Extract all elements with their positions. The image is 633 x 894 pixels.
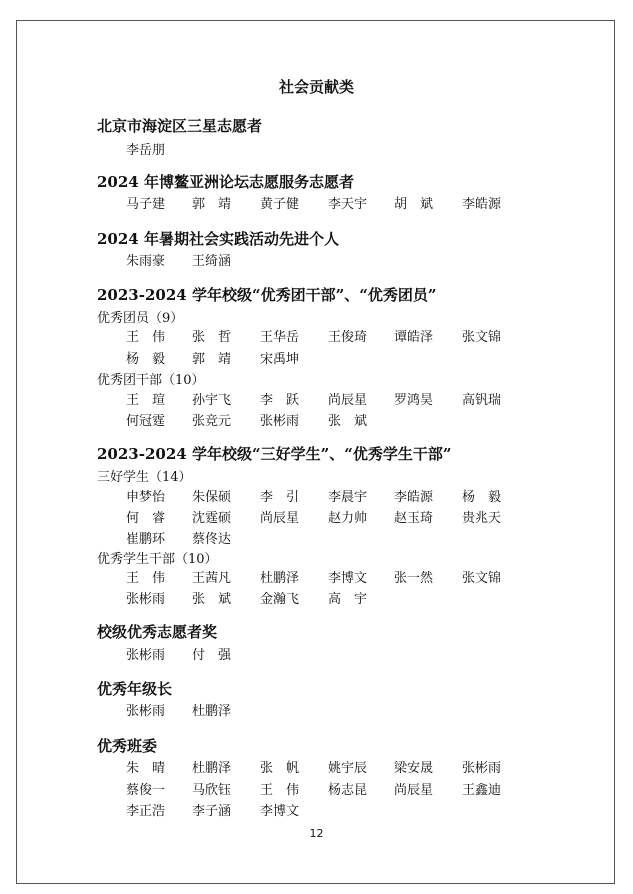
- person-name: 张 斌: [192, 592, 232, 607]
- person-name: 李正浩: [126, 804, 166, 819]
- person-name: 罗鸿昊: [394, 393, 434, 408]
- section-title: 2024 年博鳌亚洲论坛志愿服务志愿者: [97, 173, 354, 191]
- person-name: 梁安晟: [394, 761, 434, 776]
- section-title: 校级优秀志愿者奖: [97, 623, 218, 641]
- person-name: 王鑫迪: [462, 783, 502, 798]
- person-name: 付 强: [192, 648, 232, 663]
- person-name: 李晨宇: [328, 490, 368, 505]
- group-label: 优秀学生干部（10）: [97, 552, 218, 567]
- person-name: 李天宇: [328, 197, 368, 212]
- person-name: 金瀚飞: [260, 592, 300, 607]
- page-number: 12: [309, 827, 324, 840]
- person-name: 张彬雨: [260, 414, 300, 429]
- person-name: 谭皓泽: [394, 330, 434, 345]
- person-name: 胡 斌: [394, 197, 434, 212]
- person-name: 尚辰星: [260, 511, 300, 526]
- person-name: 张彬雨: [126, 648, 166, 663]
- person-name: 王茜凡: [192, 571, 232, 586]
- person-name: 王 伟: [260, 783, 300, 798]
- name-row: [126, 567, 526, 587]
- person-name: 蔡佟达: [192, 532, 232, 547]
- person-name: 高钒瑞: [462, 393, 502, 408]
- person-name: 杜鹏泽: [192, 704, 232, 719]
- section-title: 优秀年级长: [97, 680, 173, 698]
- person-name: 张文锦: [462, 330, 502, 345]
- person-name: 朱保硕: [192, 490, 232, 505]
- person-name: 申梦怡: [126, 490, 166, 505]
- group-label: 优秀团员（9）: [97, 311, 184, 326]
- person-name: 张 斌: [328, 414, 368, 429]
- name-row: [126, 800, 526, 820]
- name-row: [126, 700, 526, 720]
- name-row: [126, 486, 526, 506]
- section-title: 优秀班委: [97, 737, 158, 755]
- section-title: 2024 年暑期社会实践活动先进个人: [97, 230, 339, 248]
- person-name: 李博文: [260, 804, 300, 819]
- person-name: 李博文: [328, 571, 368, 586]
- name-row: [126, 250, 526, 270]
- person-name: 姚宇辰: [328, 761, 368, 776]
- person-name: 崔鹏环: [126, 532, 166, 547]
- person-name: 王华岳: [260, 330, 300, 345]
- name-row: [126, 348, 526, 368]
- person-name: 赵力帅: [328, 511, 368, 526]
- name-row: [126, 326, 526, 346]
- person-name: 王 伟: [126, 330, 166, 345]
- person-name: 王 瑄: [126, 393, 166, 408]
- person-name: 李 引: [260, 490, 300, 505]
- person-name: 杨 毅: [126, 352, 166, 367]
- name-row: [126, 779, 526, 799]
- person-name: 张 哲: [192, 330, 232, 345]
- name-row: [126, 644, 526, 664]
- person-name: 朱雨豪: [126, 254, 166, 269]
- section-title: 2023-2024 学年校级“三好学生”、“优秀学生干部”: [97, 445, 452, 463]
- person-name: 高 宇: [328, 592, 368, 607]
- person-name: 尚辰星: [328, 393, 368, 408]
- person-name: 杨 毅: [462, 490, 502, 505]
- person-name: 何冠霆: [126, 414, 166, 429]
- page-title: 社会贡献类: [278, 78, 354, 96]
- person-name: 杨志昆: [328, 783, 368, 798]
- person-name: 杜鹏泽: [260, 571, 300, 586]
- person-name: 沈霆硕: [192, 511, 232, 526]
- section-title: 北京市海淀区三星志愿者: [97, 117, 263, 135]
- person-name: 郭 靖: [192, 197, 232, 212]
- person-name: 孙宇飞: [192, 393, 232, 408]
- name-row: [126, 757, 526, 777]
- person-name: 李 跃: [260, 393, 300, 408]
- person-name: 何 睿: [126, 511, 166, 526]
- name-row: [126, 410, 526, 430]
- person-name: 张文锦: [462, 571, 502, 586]
- name-row: [126, 588, 526, 608]
- person-name: 张彬雨: [126, 592, 166, 607]
- person-name: 王绮涵: [192, 254, 232, 269]
- person-name: 杜鹏泽: [192, 761, 232, 776]
- name-row: [126, 507, 526, 527]
- person-name: 贵兆天: [462, 511, 502, 526]
- person-name: 李皓源: [462, 197, 502, 212]
- person-name: 朱 晴: [126, 761, 166, 776]
- person-name: 蔡俊一: [126, 783, 166, 798]
- name-row: [126, 139, 526, 159]
- person-name: 马欣钰: [192, 783, 232, 798]
- person-name: 尚辰星: [394, 783, 434, 798]
- name-row: [126, 389, 526, 409]
- person-name: 赵玉琦: [394, 511, 434, 526]
- person-name: 黄子健: [260, 197, 300, 212]
- person-name: 王俊琦: [328, 330, 368, 345]
- person-name: 李皓源: [394, 490, 434, 505]
- section-title: 2023-2024 学年校级“优秀团干部”、“优秀团员”: [97, 286, 437, 304]
- person-name: 马子建: [126, 197, 166, 212]
- group-label: 优秀团干部（10）: [97, 373, 205, 388]
- person-name: 张竞元: [192, 414, 232, 429]
- person-name: 宋禹坤: [260, 352, 300, 367]
- person-name: 李子涵: [192, 804, 232, 819]
- person-name: 郭 靖: [192, 352, 232, 367]
- person-name: 李岳朋: [126, 143, 166, 158]
- group-label: 三好学生（14）: [97, 470, 192, 485]
- name-row: [126, 193, 526, 213]
- person-name: 张彬雨: [126, 704, 166, 719]
- person-name: 王 伟: [126, 571, 166, 586]
- person-name: 张彬雨: [462, 761, 502, 776]
- name-row: [126, 528, 526, 548]
- person-name: 张一然: [394, 571, 434, 586]
- person-name: 张 帆: [260, 761, 300, 776]
